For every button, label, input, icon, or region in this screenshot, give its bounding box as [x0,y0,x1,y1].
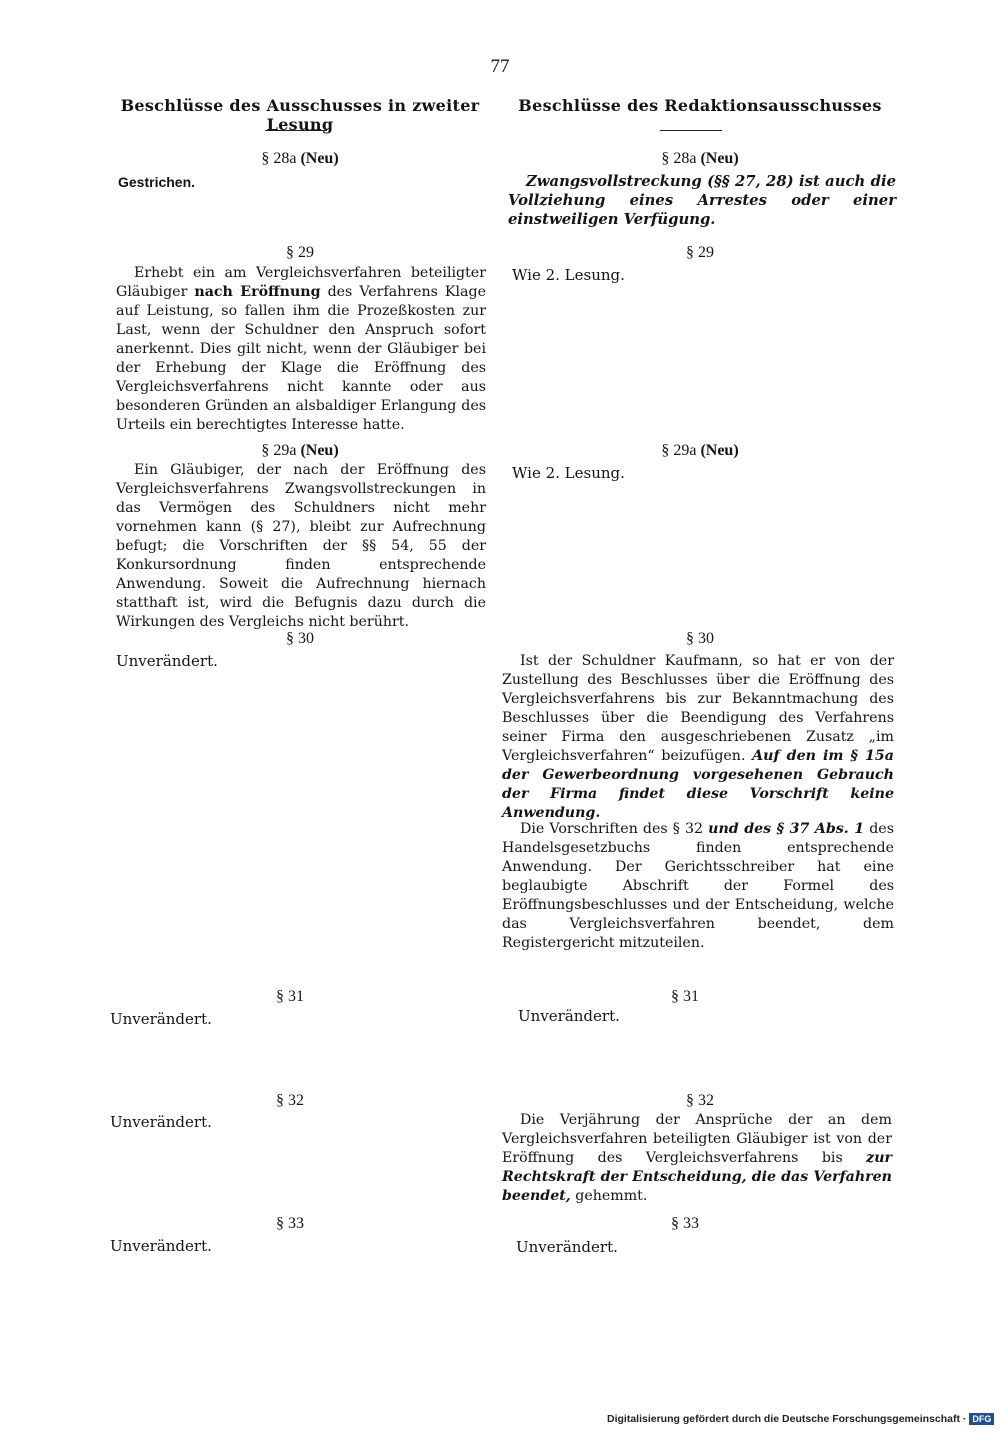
left-section-29-heading: § 29 [286,244,314,261]
left-section-28a-heading: § 28a (Neu) [261,150,339,167]
left-section-33-heading: § 33 [276,1215,304,1232]
left-column-header: Beschlüsse des Ausschusses in zweiter Lesung [120,96,480,134]
left-section-29a-heading: § 29a (Neu) [261,442,339,459]
right-section-30-paragraph-2: Die Vorschriften des § 32 und des § 37 Abs. 1 des Handelsgesetzbuchs finden entsprechende Anwendung. Der Gerichtsschreiber hat eine beglaubigte Abschrift der Formel des Eröffnungsbeschlusses und der Entscheidung, welche das Vergleichsverfahren beendet, dem Registergericht mitzuteilen. [502,821,894,951]
right-section-31-text: Unverändert. [518,1007,620,1025]
right-header-rule [660,130,722,131]
left-section-31-text: Unverändert. [110,1010,212,1028]
right-section-32-text: Die Verjährung der Ansprüche der an dem Vergleichsverfahren beteiligten Gläubiger ist von der Eröffnung des Vergleichsverfahrens bis zur Rechtskraft der Entscheidung, die das Verfahren beendet, gehemmt. [502,1112,892,1204]
page-number: 77 [490,56,510,77]
right-section-33-heading: § 33 [671,1215,699,1232]
left-section-30-heading: § 30 [286,630,314,647]
right-section-30-paragraph-1: Ist der Schuldner Kaufmann, so hat er von der Zustellung des Beschlusses über die Eröffnung des Vergleichsverfahrens bis zur Bekanntmachung des Beschlusses über die Beendigung des Verfahrens seiner Firma den ausgeschriebenen Zusatz „im Vergleichsverfahren“ beizufügen. Auf den im § 15a der Gewerbeordnung vorgesehenen Gebrauch der Firma findet diese Vorschrift keine Anwendung. [502,653,894,821]
left-section-29-text: Erhebt ein am Vergleichsverfahren beteiligter Gläubiger nach Eröffnung des Verfahrens Klage auf Leistung, so fallen ihm die Prozeßkosten zur Last, wenn der Schuldner den Anspruch sofort anerkennt. Dies gilt nicht, wenn der Gläubiger bei der Erhebung der Klage die Eröffnung des Vergleichsverfahrens nicht kannte oder aus besonderen Gründen an alsbaldiger Erlangung des Urteils ein berechtigtes Interesse hatte. [116,265,486,433]
right-section-28a-heading: § 28a (Neu) [661,150,739,167]
left-section-31-heading: § 31 [276,988,304,1005]
dfg-logo: DFG [969,1413,994,1425]
right-section-29a-text: Wie 2. Lesung. [512,464,625,482]
right-section-29-heading: § 29 [686,244,714,261]
left-section-28a-text: Gestrichen. [118,174,196,190]
right-section-29-text: Wie 2. Lesung. [512,266,625,284]
left-section-33-text: Unverändert. [110,1237,212,1255]
left-section-32-heading: § 32 [276,1092,304,1109]
right-section-31-heading: § 31 [671,988,699,1005]
right-section-33-text: Unverändert. [516,1238,618,1256]
right-section-29a-heading: § 29a (Neu) [661,442,739,459]
left-section-30-text: Unverändert. [116,652,218,670]
right-section-28a-text: Zwangsvollstreckung (§§ 27, 28) ist auch die Vollziehung eines Arrestes oder einer einstweiligen Verfügung. [508,173,896,228]
left-header-rule [265,130,327,131]
right-column-header: Beschlüsse des Redaktionsausschusses [518,96,882,115]
left-section-32-text: Unverändert. [110,1113,212,1131]
footer-credit: Digitalisierung gefördert durch die Deutsche Forschungsgemeinschaft · DFG [607,1413,994,1425]
right-section-32-heading: § 32 [686,1092,714,1109]
left-section-29a-text: Ein Gläubiger, der nach der Eröffnung des Vergleichsverfahrens Zwangsvollstreckungen in das Vermögen des Schuldners nicht mehr vornehmen kann (§ 27), bleibt zur Aufrechnung befugt; die Vorschriften der §§ 54, 55 der Konkursordnung finden entsprechende Anwendung. Soweit die Aufrechnung hiernach statthaft ist, wird die Befugnis dazu durch die Wirkungen des Vergleichs nicht berührt. [116,462,486,630]
right-section-30-heading: § 30 [686,630,714,647]
